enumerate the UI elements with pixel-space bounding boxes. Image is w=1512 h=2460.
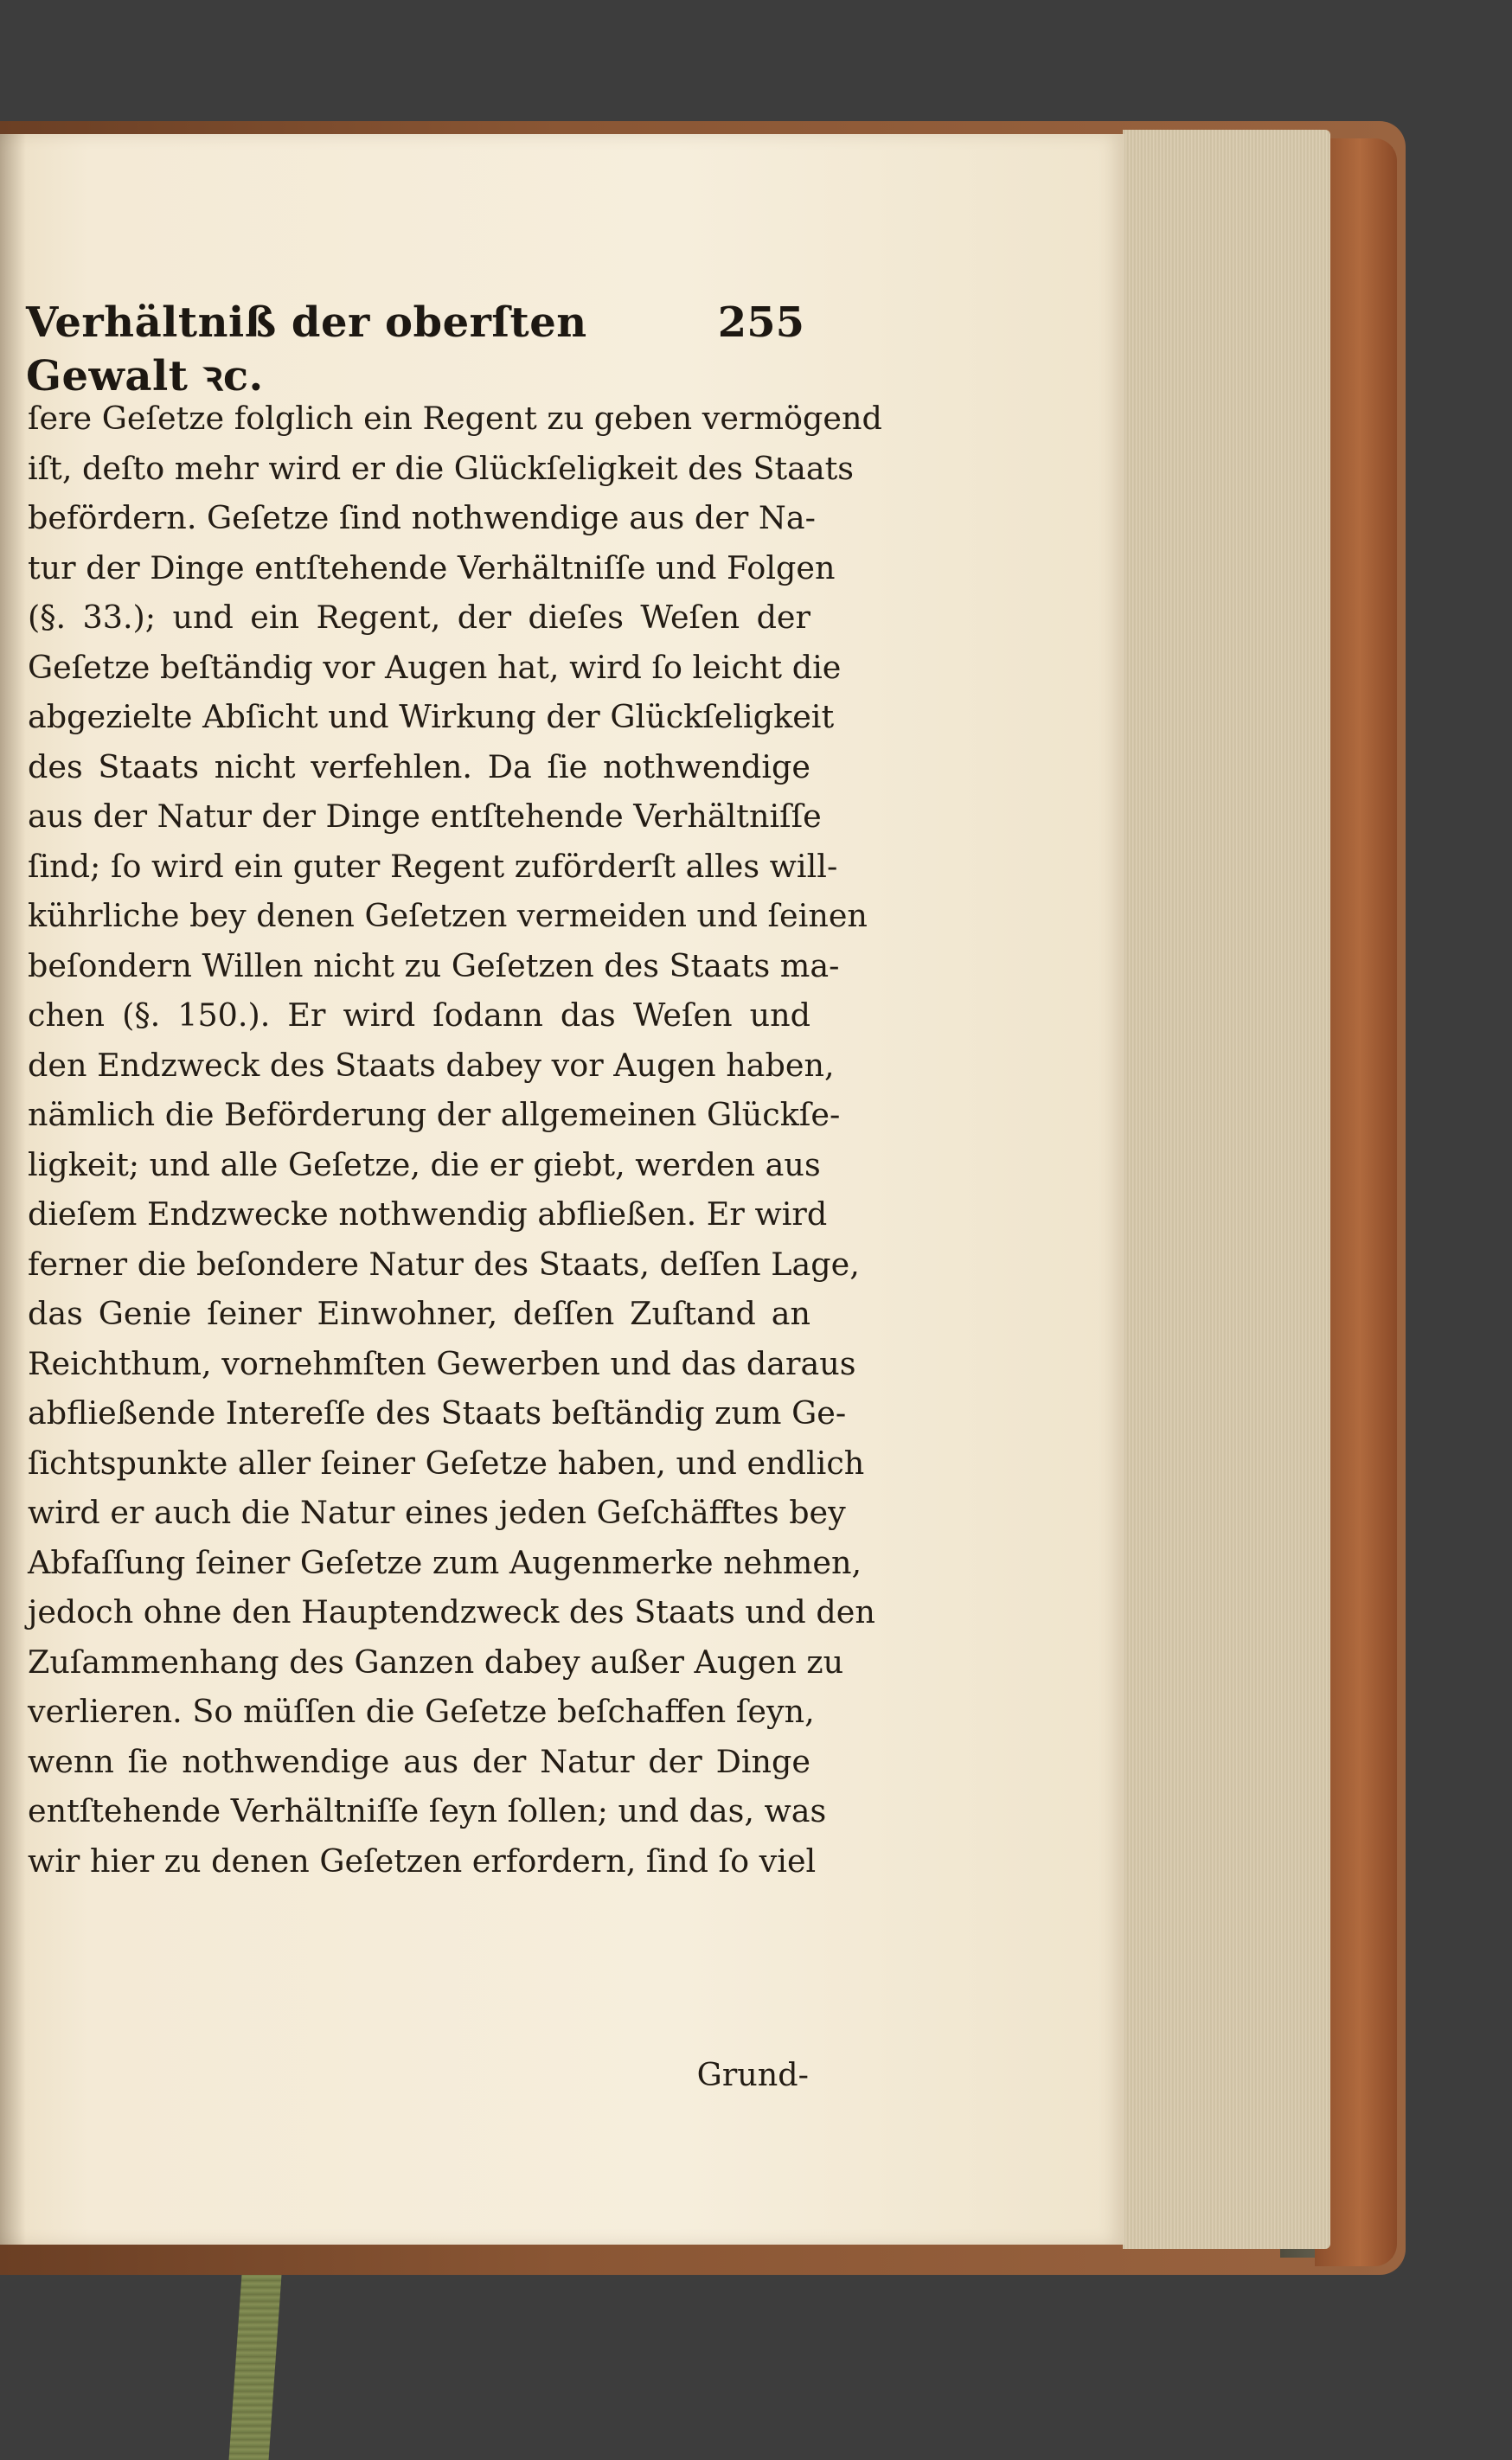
text-line: befördern. Geſetze ſind nothwendige aus der Na-	[28, 499, 816, 536]
text-line: verlieren. So müſſen die Geſetze beſchaffen ſeyn,	[28, 1693, 815, 1730]
text-line: tur der Dinge entſtehende Verhältniſſe und Folgen	[28, 548, 836, 586]
text-line: ligkeit; und alle Geſetze, die er giebt, werden aus	[28, 1145, 821, 1183]
text-line: abfließende Intereſſe des Staats beſtändig zum Ge-	[28, 1394, 847, 1432]
text-line: abgezielte Abſicht und Wirkung der Glückſeligkeit	[28, 698, 835, 735]
text-line: wird er auch die Natur eines jeden Geſchäfftes bey	[28, 1494, 846, 1531]
catchword: Grund-	[696, 2056, 809, 2093]
text-line: ferner die beſondere Natur des Staats, deſſen Lage,	[28, 1245, 860, 1283]
text-line: den Endzweck des Staats dabey vor Augen haben,	[28, 1046, 835, 1084]
body-text	[28, 394, 882, 1886]
text-line: aus der Natur der Dinge entſtehende Verhältniſſe	[28, 798, 822, 835]
text-line: nämlich die Beförderung der allgemeinen Glückſe-	[28, 1096, 841, 1133]
text-line: das Genie ſeiner Einwohner, deſſen Zuſtand an	[28, 1295, 810, 1332]
text-line: wenn ſie nothwendige aus der Natur der Dinge	[28, 1742, 810, 1780]
text-line: chen (§. 150.). Er wird ſodann das Weſen und	[28, 996, 810, 1034]
page-header	[26, 298, 804, 400]
ribbon-bookmark	[229, 2275, 282, 2460]
text-line: kührliche bey denen Geſetzen vermeiden und ſeinen	[28, 897, 868, 934]
text-line: ſere Geſetze folglich ein Regent zu geben vermögend	[28, 400, 882, 437]
text-line: entſtehende Verhältniſſe ſeyn ſollen; und das, was	[28, 1792, 827, 1829]
text-line: Reichthum, vornehmſten Gewerben und das daraus	[28, 1344, 856, 1382]
text-line: dieſem Endzwecke nothwendig abfließen. Er wird	[28, 1195, 828, 1233]
text-line: ſichtspunkte aller ſeiner Geſetze haben, und endlich	[28, 1444, 865, 1482]
gutter-shadow	[0, 134, 26, 2245]
text-line: beſondern Willen nicht zu Geſetzen des Staats ma-	[28, 946, 840, 984]
page-number: 255	[717, 298, 804, 347]
text-line: wir hier zu denen Geſetzen erfordern, ſind ſo viel	[28, 1842, 817, 1880]
page-edges	[1123, 130, 1330, 2249]
book-page	[0, 134, 1124, 2245]
text-line: jedoch ohne den Hauptendzweck des Staats und den	[28, 1593, 875, 1630]
text-line: Abfaſſung ſeiner Geſetze zum Augenmerke nehmen,	[28, 1543, 862, 1581]
running-title: Verhältniß der oberſten Gewalt ꝛc.	[26, 298, 587, 400]
text-line: des Staats nicht verfehlen. Da ſie nothwendige	[28, 747, 810, 785]
text-line: iſt, deſto mehr wird er die Glückſeligkeit des Staats	[28, 449, 855, 487]
text-line: Zuſammenhang des Ganzen dabey außer Augen zu	[28, 1643, 844, 1681]
text-line: (§. 33.); und ein Regent, der dieſes Weſen der	[28, 599, 810, 636]
text-line: Geſetze beſtändig vor Augen hat, wird ſo leicht die	[28, 648, 842, 686]
text-line: ſind; ſo wird ein guter Regent zuförderſt alles will-	[28, 847, 838, 885]
